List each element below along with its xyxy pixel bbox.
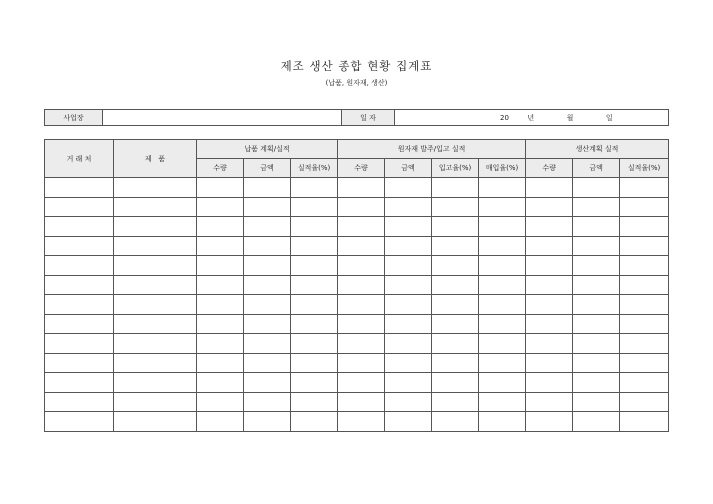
document-subtitle: (납품, 원자재, 생산) xyxy=(325,79,388,87)
table-cell[interactable] xyxy=(197,236,244,256)
info-row xyxy=(45,110,669,126)
table-cell[interactable] xyxy=(479,178,526,198)
table-cell[interactable] xyxy=(526,314,573,334)
group-production-header: 생산계획 실적 xyxy=(526,140,669,159)
table-cell[interactable] xyxy=(244,178,291,198)
table-cell[interactable] xyxy=(45,236,114,256)
table-cell[interactable] xyxy=(338,353,385,373)
table-cell[interactable] xyxy=(432,275,479,295)
col-product-header xyxy=(114,140,197,178)
table-cell[interactable] xyxy=(291,275,338,295)
table-cell[interactable] xyxy=(197,275,244,295)
table-cell[interactable] xyxy=(479,197,526,217)
table-cell[interactable] xyxy=(385,353,432,373)
subcol-delivery-amount: 금액 xyxy=(244,159,291,178)
table-cell[interactable] xyxy=(197,314,244,334)
date-label: 일 자 xyxy=(342,110,395,126)
table-cell[interactable] xyxy=(244,334,291,354)
summary-table xyxy=(44,139,669,432)
subcol-production-rate: 실적율(%) xyxy=(620,159,669,178)
table-cell[interactable] xyxy=(573,236,620,256)
date-year-unit: 년 xyxy=(527,113,535,122)
info-table xyxy=(44,109,669,126)
table-cell[interactable] xyxy=(197,373,244,393)
table-cell[interactable] xyxy=(620,275,669,295)
table-cell[interactable] xyxy=(197,178,244,198)
table-cell[interactable] xyxy=(479,314,526,334)
table-cell[interactable] xyxy=(385,197,432,217)
table-cell[interactable] xyxy=(573,295,620,315)
table-cell[interactable] xyxy=(385,412,432,432)
table-cell[interactable] xyxy=(526,217,573,237)
table-cell[interactable] xyxy=(385,295,432,315)
group-delivery-header: 납품 계획/실적 xyxy=(197,140,338,159)
table-cell[interactable] xyxy=(432,412,479,432)
table-cell[interactable] xyxy=(45,197,114,217)
table-cell[interactable] xyxy=(244,236,291,256)
table-cell[interactable] xyxy=(573,373,620,393)
table-cell[interactable] xyxy=(620,217,669,237)
table-cell[interactable] xyxy=(45,178,114,198)
table-cell[interactable] xyxy=(526,256,573,276)
subcol-material-amount: 금액 xyxy=(385,159,432,178)
table-cell[interactable] xyxy=(573,412,620,432)
date-month-unit: 월 xyxy=(566,113,574,122)
table-cell[interactable] xyxy=(479,295,526,315)
table-cell[interactable] xyxy=(338,256,385,276)
table-cell[interactable] xyxy=(432,392,479,412)
table-cell[interactable] xyxy=(291,236,338,256)
subcol-material-purchase-rate: 매입율(%) xyxy=(479,159,526,178)
table-cell[interactable] xyxy=(114,314,197,334)
table-cell[interactable] xyxy=(291,256,338,276)
table-cell[interactable] xyxy=(432,217,479,237)
table-cell[interactable] xyxy=(338,217,385,237)
table-cell[interactable] xyxy=(244,392,291,412)
table-cell[interactable] xyxy=(244,373,291,393)
table-cell[interactable] xyxy=(291,353,338,373)
table-cell[interactable] xyxy=(479,236,526,256)
table-cell[interactable] xyxy=(114,197,197,217)
table-cell[interactable] xyxy=(114,373,197,393)
table-cell[interactable] xyxy=(338,334,385,354)
date-day-unit: 일 xyxy=(605,113,613,122)
date-value-cell[interactable] xyxy=(395,110,669,126)
table-cell[interactable] xyxy=(114,275,197,295)
table-cell[interactable] xyxy=(479,412,526,432)
table-cell[interactable] xyxy=(291,373,338,393)
table-cell[interactable] xyxy=(385,178,432,198)
table-cell[interactable] xyxy=(620,197,669,217)
table-cell[interactable] xyxy=(432,295,479,315)
table-cell[interactable] xyxy=(385,256,432,276)
table-cell[interactable] xyxy=(573,178,620,198)
table-cell[interactable] xyxy=(244,412,291,432)
table-cell[interactable] xyxy=(479,217,526,237)
table-cell[interactable] xyxy=(573,353,620,373)
table-cell[interactable] xyxy=(197,353,244,373)
table-cell[interactable] xyxy=(479,334,526,354)
table-cell[interactable] xyxy=(620,314,669,334)
table-cell[interactable] xyxy=(244,353,291,373)
table-cell[interactable] xyxy=(432,334,479,354)
table-cell[interactable] xyxy=(432,197,479,217)
table-cell[interactable] xyxy=(45,314,114,334)
table-row xyxy=(45,256,669,276)
table-cell[interactable] xyxy=(479,275,526,295)
table-cell[interactable] xyxy=(291,295,338,315)
table-cell[interactable] xyxy=(244,256,291,276)
table-cell[interactable] xyxy=(526,373,573,393)
table-row xyxy=(45,295,669,315)
table-cell[interactable] xyxy=(291,412,338,432)
table-cell[interactable] xyxy=(573,275,620,295)
table-cell[interactable] xyxy=(573,334,620,354)
table-cell[interactable] xyxy=(385,314,432,334)
site-label: 사업장 xyxy=(45,110,103,126)
table-cell[interactable] xyxy=(526,353,573,373)
table-cell[interactable] xyxy=(114,178,197,198)
subcol-material-qty: 수량 xyxy=(338,159,385,178)
table-cell[interactable] xyxy=(291,217,338,237)
table-cell[interactable] xyxy=(526,392,573,412)
table-cell[interactable] xyxy=(197,334,244,354)
table-cell[interactable] xyxy=(45,412,114,432)
table-cell[interactable] xyxy=(338,178,385,198)
header-row-groups xyxy=(45,140,669,159)
table-cell[interactable] xyxy=(45,256,114,276)
table-cell[interactable] xyxy=(620,334,669,354)
table-cell[interactable] xyxy=(479,392,526,412)
table-cell[interactable] xyxy=(573,256,620,276)
table-cell[interactable] xyxy=(479,256,526,276)
table-cell[interactable] xyxy=(432,256,479,276)
table-cell[interactable] xyxy=(338,392,385,412)
table-cell[interactable] xyxy=(620,412,669,432)
table-cell[interactable] xyxy=(620,295,669,315)
table-cell[interactable] xyxy=(432,314,479,334)
table-cell[interactable] xyxy=(291,334,338,354)
subcol-delivery-qty: 수량 xyxy=(197,159,244,178)
table-cell[interactable] xyxy=(573,392,620,412)
table-row xyxy=(45,392,669,412)
table-cell[interactable] xyxy=(338,275,385,295)
subcol-production-amount: 금액 xyxy=(573,159,620,178)
table-cell[interactable] xyxy=(526,197,573,217)
table-cell[interactable] xyxy=(338,295,385,315)
table-cell[interactable] xyxy=(114,353,197,373)
table-row xyxy=(45,373,669,393)
table-cell[interactable] xyxy=(45,217,114,237)
col-client-header: 거 래 처 xyxy=(45,140,114,178)
table-cell[interactable] xyxy=(573,217,620,237)
table-cell[interactable] xyxy=(291,178,338,198)
table-cell[interactable] xyxy=(45,392,114,412)
table-row xyxy=(45,412,669,432)
table-cell[interactable] xyxy=(526,295,573,315)
table-cell[interactable] xyxy=(244,275,291,295)
site-value-cell[interactable] xyxy=(103,110,342,126)
table-cell[interactable] xyxy=(45,353,114,373)
table-cell[interactable] xyxy=(291,392,338,412)
table-cell[interactable] xyxy=(620,392,669,412)
table-body xyxy=(45,178,669,432)
table-cell[interactable] xyxy=(385,373,432,393)
table-cell[interactable] xyxy=(526,275,573,295)
table-cell[interactable] xyxy=(114,334,197,354)
table-cell[interactable] xyxy=(620,373,669,393)
table-cell[interactable] xyxy=(244,314,291,334)
table-cell[interactable] xyxy=(338,197,385,217)
date-year-prefix: 20 xyxy=(500,113,509,122)
table-cell[interactable] xyxy=(338,314,385,334)
table-cell[interactable] xyxy=(338,373,385,393)
table-cell[interactable] xyxy=(338,236,385,256)
table-row xyxy=(45,178,669,198)
table-cell[interactable] xyxy=(385,392,432,412)
subcol-production-qty: 수량 xyxy=(526,159,573,178)
subcol-material-receipt-rate: 입고율(%) xyxy=(432,159,479,178)
table-cell[interactable] xyxy=(385,334,432,354)
table-cell[interactable] xyxy=(45,275,114,295)
table-cell[interactable] xyxy=(385,275,432,295)
table-cell[interactable] xyxy=(432,353,479,373)
table-cell[interactable] xyxy=(526,178,573,198)
table-cell[interactable] xyxy=(432,236,479,256)
table-cell[interactable] xyxy=(197,256,244,276)
table-cell[interactable] xyxy=(114,295,197,315)
table-row xyxy=(45,197,669,217)
table-cell[interactable] xyxy=(45,295,114,315)
table-cell[interactable] xyxy=(620,353,669,373)
table-cell[interactable] xyxy=(526,236,573,256)
table-cell[interactable] xyxy=(526,412,573,432)
table-row xyxy=(45,217,669,237)
table-cell[interactable] xyxy=(45,334,114,354)
table-cell[interactable] xyxy=(197,217,244,237)
table-cell[interactable] xyxy=(114,256,197,276)
table-row xyxy=(45,275,669,295)
table-cell[interactable] xyxy=(45,373,114,393)
table-cell[interactable] xyxy=(573,197,620,217)
subcol-delivery-rate: 실적율(%) xyxy=(291,159,338,178)
table-cell[interactable] xyxy=(479,353,526,373)
table-cell[interactable] xyxy=(620,256,669,276)
table-cell[interactable] xyxy=(291,314,338,334)
table-cell[interactable] xyxy=(620,236,669,256)
table-cell[interactable] xyxy=(244,197,291,217)
table-row xyxy=(45,334,669,354)
table-cell[interactable] xyxy=(244,295,291,315)
table-cell[interactable] xyxy=(114,236,197,256)
group-material-header: 원자재 발주/입고 실적 xyxy=(338,140,526,159)
table-cell[interactable] xyxy=(114,217,197,237)
table-cell[interactable] xyxy=(573,314,620,334)
table-cell[interactable] xyxy=(291,197,338,217)
table-row xyxy=(45,236,669,256)
table-cell[interactable] xyxy=(432,178,479,198)
table-cell[interactable] xyxy=(526,334,573,354)
table-cell[interactable] xyxy=(197,295,244,315)
table-cell[interactable] xyxy=(114,392,197,412)
table-cell[interactable] xyxy=(432,373,479,393)
table-cell[interactable] xyxy=(620,178,669,198)
table-cell[interactable] xyxy=(479,373,526,393)
document-title: 제조 생산 종합 현황 집계표 xyxy=(280,59,433,73)
table-cell[interactable] xyxy=(244,217,291,237)
table-cell[interactable] xyxy=(197,412,244,432)
table-cell[interactable] xyxy=(385,236,432,256)
table-row xyxy=(45,353,669,373)
table-cell[interactable] xyxy=(114,412,197,432)
table-cell[interactable] xyxy=(385,217,432,237)
table-cell[interactable] xyxy=(197,392,244,412)
table-cell[interactable] xyxy=(197,197,244,217)
table-cell[interactable] xyxy=(338,412,385,432)
table-row xyxy=(45,314,669,334)
col-product-label: 제 품 xyxy=(144,154,166,163)
